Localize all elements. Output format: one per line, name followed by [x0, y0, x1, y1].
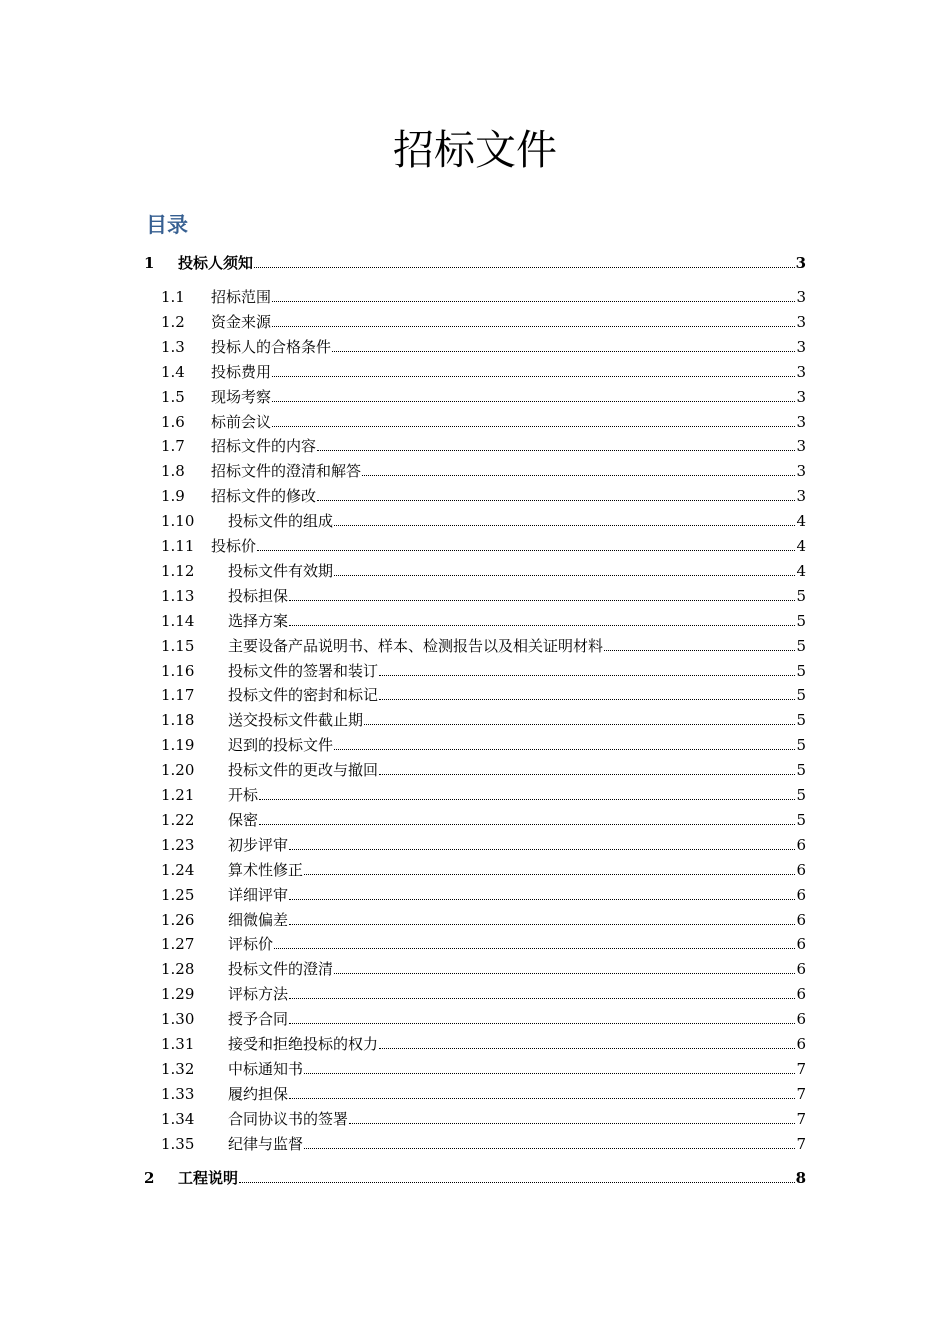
toc-heading: 目录	[146, 213, 188, 237]
toc-entry-number: 1.30	[161, 1010, 195, 1029]
toc-entry-title: 投标文件的澄清	[228, 960, 334, 979]
toc-entry[interactable]	[161, 336, 806, 358]
toc-entry-title: 标前会议	[211, 412, 272, 431]
toc-entry[interactable]	[161, 560, 806, 582]
toc-entry-page: 7	[796, 1059, 806, 1078]
toc-entry-number: 1.6	[161, 412, 185, 431]
toc-entry-page: 7	[796, 1134, 806, 1153]
toc-dot-leader	[364, 723, 795, 725]
toc-entry-title: 投标文件的组成	[228, 512, 334, 531]
toc-entry-page: 6	[796, 960, 806, 979]
toc-dot-leader	[604, 649, 795, 651]
toc-entry[interactable]	[161, 1008, 806, 1030]
toc-entry-title: 投标价	[211, 537, 257, 555]
toc-entry-page: 5	[796, 761, 806, 780]
toc-entry-page: 5	[796, 810, 806, 829]
toc-entry[interactable]	[161, 585, 806, 607]
toc-entry-number: 1.29	[161, 985, 195, 1004]
toc-dot-leader	[259, 798, 795, 800]
toc-entry-page: 6	[796, 1010, 806, 1029]
toc-entry[interactable]	[144, 1167, 806, 1189]
toc-entry-title: 投标人的合格条件	[211, 337, 332, 356]
toc-entry-page: 3	[796, 337, 806, 356]
toc-entry[interactable]	[161, 983, 806, 1005]
toc-entry-title: 细微偏差	[228, 910, 289, 929]
toc-entry-title: 投标文件的更改与撤回	[228, 761, 379, 780]
toc-entry-number: 2	[144, 1168, 155, 1187]
toc-entry[interactable]	[161, 1108, 806, 1130]
toc-entry[interactable]	[161, 535, 806, 557]
toc-entry[interactable]	[161, 684, 806, 706]
toc-entry-number: 1.11	[161, 537, 195, 555]
toc-entry-page: 7	[796, 1084, 806, 1103]
toc-dot-leader	[332, 350, 795, 352]
toc-entry-page: 5	[796, 586, 806, 605]
toc-entry-title: 投标文件的密封和标记	[228, 686, 379, 705]
toc-entry-title: 履约担保	[228, 1084, 289, 1103]
toc-entry-number: 1.32	[161, 1059, 195, 1078]
toc-entry-number: 1.20	[161, 761, 195, 780]
toc-entry-page: 4	[796, 561, 806, 580]
toc-entry-number: 1.31	[161, 1035, 195, 1053]
toc-entry-page: 7	[796, 1109, 806, 1128]
toc-entry[interactable]	[161, 809, 806, 831]
toc-entry-title: 选择方案	[228, 611, 289, 630]
toc-dot-leader	[259, 823, 795, 825]
toc-entry-title: 开标	[228, 786, 259, 804]
toc-entry-title: 工程说明	[178, 1168, 239, 1187]
toc-entry-page: 5	[796, 711, 806, 730]
toc-entry-title: 送交投标文件截止期	[228, 711, 364, 730]
toc-entry[interactable]	[161, 759, 806, 781]
toc-entry-number: 1.35	[161, 1134, 195, 1153]
toc-dot-leader	[254, 266, 795, 268]
toc-entry[interactable]	[161, 660, 806, 682]
toc-entry-number: 1.4	[161, 362, 185, 381]
toc-entry-page: 4	[796, 537, 806, 555]
toc-entry-number: 1.22	[161, 810, 195, 829]
toc-dot-leader	[379, 698, 795, 700]
toc-entry-page: 3	[796, 437, 806, 456]
toc-entry-number: 1.18	[161, 711, 195, 730]
toc-entry-page: 5	[796, 686, 806, 705]
toc-entry[interactable]	[161, 933, 806, 955]
toc-entry[interactable]	[161, 1033, 806, 1055]
toc-entry-number: 1.23	[161, 835, 195, 854]
toc-entry-page: 5	[796, 636, 806, 655]
toc-entry-number: 1.7	[161, 437, 185, 456]
toc-dot-leader	[289, 1022, 795, 1024]
toc-dot-leader	[274, 947, 795, 949]
toc-entry-page: 6	[796, 910, 806, 929]
toc-entry-page: 6	[796, 985, 806, 1004]
toc-dot-leader	[239, 1181, 795, 1183]
toc-dot-leader	[289, 898, 795, 900]
toc-entry[interactable]	[161, 460, 806, 482]
toc-entry-title: 详细评审	[228, 885, 289, 904]
toc-entry[interactable]	[161, 411, 806, 433]
toc-entry[interactable]	[161, 1058, 806, 1080]
toc-entry-page: 3	[796, 412, 806, 431]
toc-entry-number: 1.13	[161, 586, 195, 605]
toc-entry[interactable]	[161, 734, 806, 756]
toc-entry-title: 保密	[228, 810, 259, 829]
toc-entry-page: 3	[796, 387, 806, 406]
toc-entry-number: 1.24	[161, 860, 195, 879]
toc-entry-page: 3	[796, 362, 806, 381]
toc-entry-title: 初步评审	[228, 835, 289, 854]
toc-entry-page: 6	[796, 860, 806, 879]
toc-entry-title: 中标通知书	[228, 1059, 304, 1078]
toc-entry-page: 6	[796, 935, 806, 954]
toc-entry-title: 投标文件有效期	[228, 561, 334, 580]
toc-entry-number: 1.15	[161, 636, 195, 655]
toc-dot-leader	[272, 375, 795, 377]
toc-entry-number: 1.16	[161, 661, 195, 680]
toc-entry-title: 纪律与监督	[228, 1134, 304, 1153]
toc-entry-title: 评标方法	[228, 985, 289, 1004]
toc-entry[interactable]	[161, 386, 806, 408]
toc-dot-leader	[379, 773, 795, 775]
toc-entry-page: 5	[796, 736, 806, 755]
toc-entry-title: 招标文件的内容	[211, 437, 317, 456]
toc-dot-leader	[289, 599, 795, 601]
toc-dot-leader	[304, 1072, 795, 1074]
toc-dot-leader	[334, 748, 795, 750]
toc-entry-title: 迟到的投标文件	[228, 736, 334, 755]
toc-entry-number: 1.33	[161, 1084, 195, 1103]
toc-entry[interactable]	[161, 635, 806, 657]
toc-entry-page: 3	[795, 254, 806, 272]
toc-entry[interactable]	[161, 784, 806, 806]
toc-dot-leader	[379, 674, 795, 676]
toc-entry[interactable]	[161, 834, 806, 856]
toc-entry-title: 投标费用	[211, 362, 272, 381]
toc-entry-number: 1	[144, 254, 155, 272]
toc-entry[interactable]	[161, 1133, 806, 1155]
toc-entry[interactable]	[161, 958, 806, 980]
toc-dot-leader	[304, 1147, 795, 1149]
document-title: 招标文件	[393, 126, 557, 174]
toc-entry-number: 1.25	[161, 885, 195, 904]
toc-dot-leader	[334, 574, 795, 576]
toc-dot-leader	[272, 400, 795, 402]
toc-dot-leader	[289, 997, 795, 999]
toc-entry-number: 1.17	[161, 686, 195, 705]
toc-entry-title: 招标文件的澄清和解答	[211, 462, 362, 481]
toc-entry-page: 6	[796, 1035, 806, 1053]
toc-dot-leader	[289, 848, 795, 850]
toc-entry[interactable]	[161, 361, 806, 383]
toc-entry-number: 1.14	[161, 611, 195, 630]
toc-entry-number: 1.10	[161, 512, 195, 531]
toc-entry-page: 4	[796, 512, 806, 531]
toc-entry-number: 1.12	[161, 561, 195, 580]
toc-entry-number: 1.19	[161, 736, 195, 755]
toc-dot-leader	[272, 325, 795, 327]
toc-dot-leader	[289, 923, 795, 925]
toc-entry-title: 评标价	[228, 935, 274, 954]
toc-entry-number: 1.1	[161, 288, 185, 306]
toc-dot-leader	[289, 1097, 795, 1099]
toc-entry-number: 1.9	[161, 487, 185, 506]
toc-dot-leader	[304, 873, 795, 875]
toc-dot-leader	[349, 1122, 795, 1124]
toc-dot-leader	[272, 425, 795, 427]
toc-entry-page: 3	[796, 312, 806, 331]
toc-entry-title: 投标担保	[228, 586, 289, 605]
toc-entry-title: 合同协议书的签署	[228, 1109, 349, 1128]
toc-entry[interactable]	[161, 286, 806, 308]
toc-entry-page: 8	[795, 1168, 806, 1187]
toc-entry-number: 1.34	[161, 1109, 195, 1128]
toc-dot-leader	[379, 1047, 795, 1049]
toc-entry-number: 1.8	[161, 462, 185, 481]
toc-entry-page: 6	[796, 885, 806, 904]
toc-entry-title: 算术性修正	[228, 860, 304, 879]
toc-dot-leader	[289, 624, 795, 626]
toc-entry[interactable]	[161, 709, 806, 731]
toc-entry[interactable]	[161, 485, 806, 507]
toc-entry-title: 招标范围	[211, 288, 272, 306]
toc-entry-page: 3	[796, 487, 806, 506]
toc-entry[interactable]	[161, 311, 806, 333]
toc-entry-title: 主要设备产品说明书、样本、检测报告以及相关证明材料	[228, 636, 604, 655]
toc-dot-leader	[362, 474, 795, 476]
toc-entry-title: 招标文件的修改	[211, 487, 317, 506]
toc-dot-leader	[317, 449, 795, 451]
toc-entry[interactable]	[161, 435, 806, 457]
toc-entry-page: 5	[796, 661, 806, 680]
toc-entry[interactable]	[161, 1083, 806, 1105]
toc-entry-number: 1.28	[161, 960, 195, 979]
toc-entry-number: 1.3	[161, 337, 185, 356]
toc-dot-leader	[334, 972, 795, 974]
toc-entry-title: 投标文件的签署和装订	[228, 661, 379, 680]
toc-entry-number: 1.26	[161, 910, 195, 929]
toc-entry-title: 授予合同	[228, 1010, 289, 1029]
toc-dot-leader	[257, 549, 795, 551]
toc-entry-title: 投标人须知	[178, 254, 254, 272]
toc-entry[interactable]	[161, 909, 806, 931]
toc-entry[interactable]	[161, 859, 806, 881]
toc-dot-leader	[334, 524, 795, 526]
toc-entry-number: 1.21	[161, 786, 195, 804]
toc-entry-page: 3	[796, 288, 806, 306]
toc-entry-page: 3	[796, 462, 806, 481]
toc-entry[interactable]	[161, 510, 806, 532]
toc-entry-number: 1.27	[161, 935, 195, 954]
toc-entry-number: 1.5	[161, 387, 185, 406]
toc-entry-title: 现场考察	[211, 387, 272, 406]
toc-dot-leader	[317, 499, 795, 501]
toc-entry[interactable]	[161, 884, 806, 906]
toc-entry-page: 6	[796, 835, 806, 854]
toc-entry-number: 1.2	[161, 312, 185, 331]
toc-entry-page: 5	[796, 786, 806, 804]
toc-entry-title: 接受和拒绝投标的权力	[228, 1035, 379, 1053]
toc-entry[interactable]	[144, 252, 806, 274]
toc-entry-page: 5	[796, 611, 806, 630]
toc-dot-leader	[272, 300, 795, 302]
toc-entry[interactable]	[161, 610, 806, 632]
toc-entry-title: 资金来源	[211, 312, 272, 331]
